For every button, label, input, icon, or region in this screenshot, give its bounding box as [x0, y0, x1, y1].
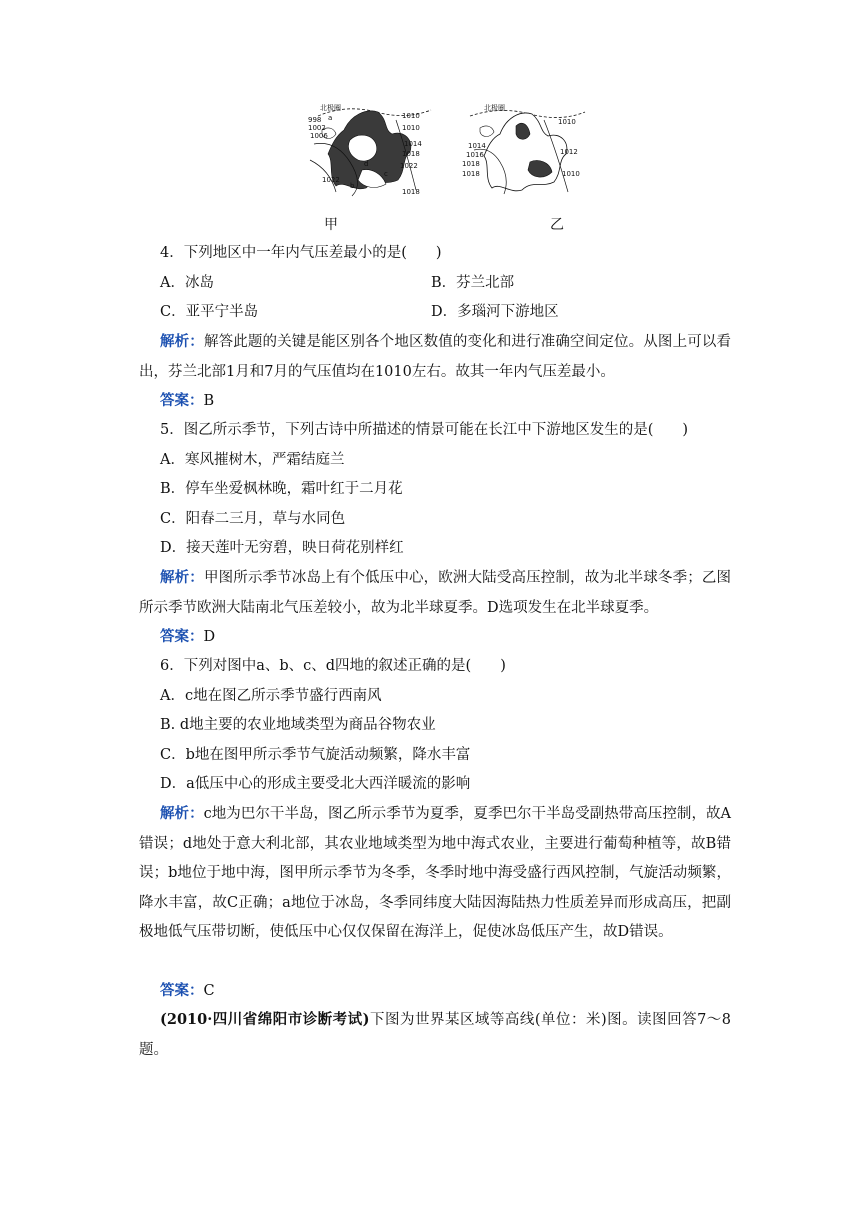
europe-pressure-map-yi [460, 100, 590, 206]
caption-jia: 甲 [324, 217, 338, 233]
svg-text:1010: 1010 [562, 170, 580, 178]
q6-option-c: C．b地在图甲所示季节气旋活动频繁，降水丰富 [160, 747, 471, 763]
svg-text:b: b [350, 182, 355, 190]
svg-text:北极圈: 北极圈 [484, 104, 505, 112]
svg-text:1016: 1016 [466, 151, 484, 159]
svg-text:998: 998 [308, 116, 322, 124]
svg-text:1022: 1022 [322, 176, 340, 184]
svg-text:1010: 1010 [402, 112, 420, 120]
q5-option-d: D．接天莲叶无穷碧，映日荷花别样红 [160, 540, 404, 556]
map-jia [306, 100, 436, 206]
q4-answer-value: B [203, 393, 215, 409]
analysis-label: 解析： [160, 333, 204, 350]
q5-option-c: C．阳春二三月，草与水同色 [160, 511, 346, 527]
q5-option-b: B．停车坐爱枫林晚，霜叶红于二月花 [160, 481, 403, 497]
svg-text:1022: 1022 [400, 162, 418, 170]
figure-pressure-maps [300, 100, 600, 240]
svg-text:1012: 1012 [560, 148, 578, 156]
q6-analysis: 解析：c地为巴尔干半岛，图乙所示季节为夏季，夏季巴尔干半岛受副热带高压控制，故A错误；d地处于意大利北部，其农业地域类型为地中海式农业，主要进行葡萄种植等，故B错误；b地位于地中海，图甲所示季节为冬季，冬季时地中海受盛行西风控制，气旋活动频繁，降水丰富，故C正确；a地位于冰岛，冬季同纬度大陆因海陆热力性质差异而形成高压，把副极地低气压带切断，使低压中心仅仅保留在海洋上，促使冰岛低压产生，故D错误。 [139, 805, 731, 941]
q6-answer: 答案：C [160, 982, 215, 999]
q6-option-a: A．c地在图乙所示季节盛行西南风 [160, 688, 382, 704]
svg-text:c: c [384, 170, 388, 178]
q4-option-b: B．芬兰北部 [431, 275, 515, 291]
svg-text:1010: 1010 [402, 124, 420, 132]
q6-option-b: B. d地主要的农业地域类型为商品谷物农业 [160, 717, 436, 733]
svg-text:1018: 1018 [462, 170, 480, 178]
answer-label: 答案： [160, 392, 204, 409]
q4-analysis-text: 解答此题的关键是能区别各个地区数值的变化和进行准确空间定位。从图上可以看出，芬兰北部1月和7月的气压值均在1010左右。故其一年内气压差最小。 [139, 334, 731, 380]
q4-answer [160, 391, 214, 411]
q6-option-d: D．a低压中心的形成主要受北大西洋暖流的影响 [160, 776, 471, 792]
q6-stem: 6．下列对图中a、b、c、d四地的叙述正确的是( ) [160, 658, 506, 674]
q5-stem: 5．图乙所示季节，下列古诗中所描述的情景可能在长江中下游地区发生的是( ) [160, 422, 689, 438]
next-intro [139, 1005, 731, 1065]
svg-text:1018: 1018 [462, 160, 480, 168]
map-jia-label: 北极圈 [320, 104, 341, 112]
map-yi [460, 100, 590, 206]
q4-option-a: A．冰岛 [160, 275, 214, 291]
svg-text:1018: 1018 [402, 150, 420, 158]
q5-analysis: 解析：甲图所示季节冰岛上有个低压中心，欧洲大陆受高压控制，故为北半球冬季；乙图所示季节欧洲大陆南北气压差较小，故为北半球夏季。D选项发生在北半球夏季。 [139, 569, 731, 616]
next-source: (2010·四川省绵阳市诊断考试) [160, 1011, 370, 1028]
q4-stem: 4．下列地区中一年内气压差最小的是( ) [160, 245, 442, 261]
q4-option-d: D．多瑙河下游地区 [431, 304, 559, 320]
europe-pressure-map-jia [306, 100, 436, 206]
svg-text:1010: 1010 [558, 118, 576, 126]
svg-text:1014: 1014 [404, 140, 422, 148]
svg-text:1002: 1002 [308, 124, 326, 132]
next-text: 下图为世界某区域等高线(单位：米)图。读图回答7～8题。 [139, 1012, 732, 1058]
svg-text:d: d [364, 160, 369, 168]
svg-text:1018: 1018 [402, 188, 420, 196]
q5-answer: 答案：D [160, 628, 216, 645]
q5-analysis-text: 甲图所示季节冰岛上有个低压中心，欧洲大陆受高压控制，故为北半球冬季；乙图所示季节欧洲大陆南北气压差较小，故为北半球夏季。D选项发生在北半球夏季。 [139, 570, 731, 616]
q4-analysis [139, 327, 731, 387]
svg-text:a: a [328, 114, 333, 122]
svg-text:1014: 1014 [468, 142, 486, 150]
svg-text:1006: 1006 [310, 132, 328, 140]
q6-analysis-text: c地为巴尔干半岛，图乙所示季节为夏季，夏季巴尔干半岛受副热带高压控制，故A错误；d地处于意大利北部，其农业地域类型为地中海式农业，主要进行葡萄种植等，故B错误；b地位于地中海，图甲所示季节为冬季，冬季时地中海受盛行西风控制，气旋活动频繁，降水丰富，故C正确；a地位于冰岛，冬季同纬度大陆因海陆热力性质差异而形成高压，把副极地低气压带切断，使低压中心仅仅保留在海洋上，促使冰岛低压产生，故D错误。 [139, 806, 731, 941]
q6-answer-value: C [203, 983, 215, 999]
q5-answer-value: D [203, 629, 216, 645]
q5-option-a: A．寒风摧树木，严霜结庭兰 [160, 452, 345, 468]
q4-option-c: C．亚平宁半岛 [160, 304, 259, 320]
caption-yi: 乙 [550, 217, 564, 233]
